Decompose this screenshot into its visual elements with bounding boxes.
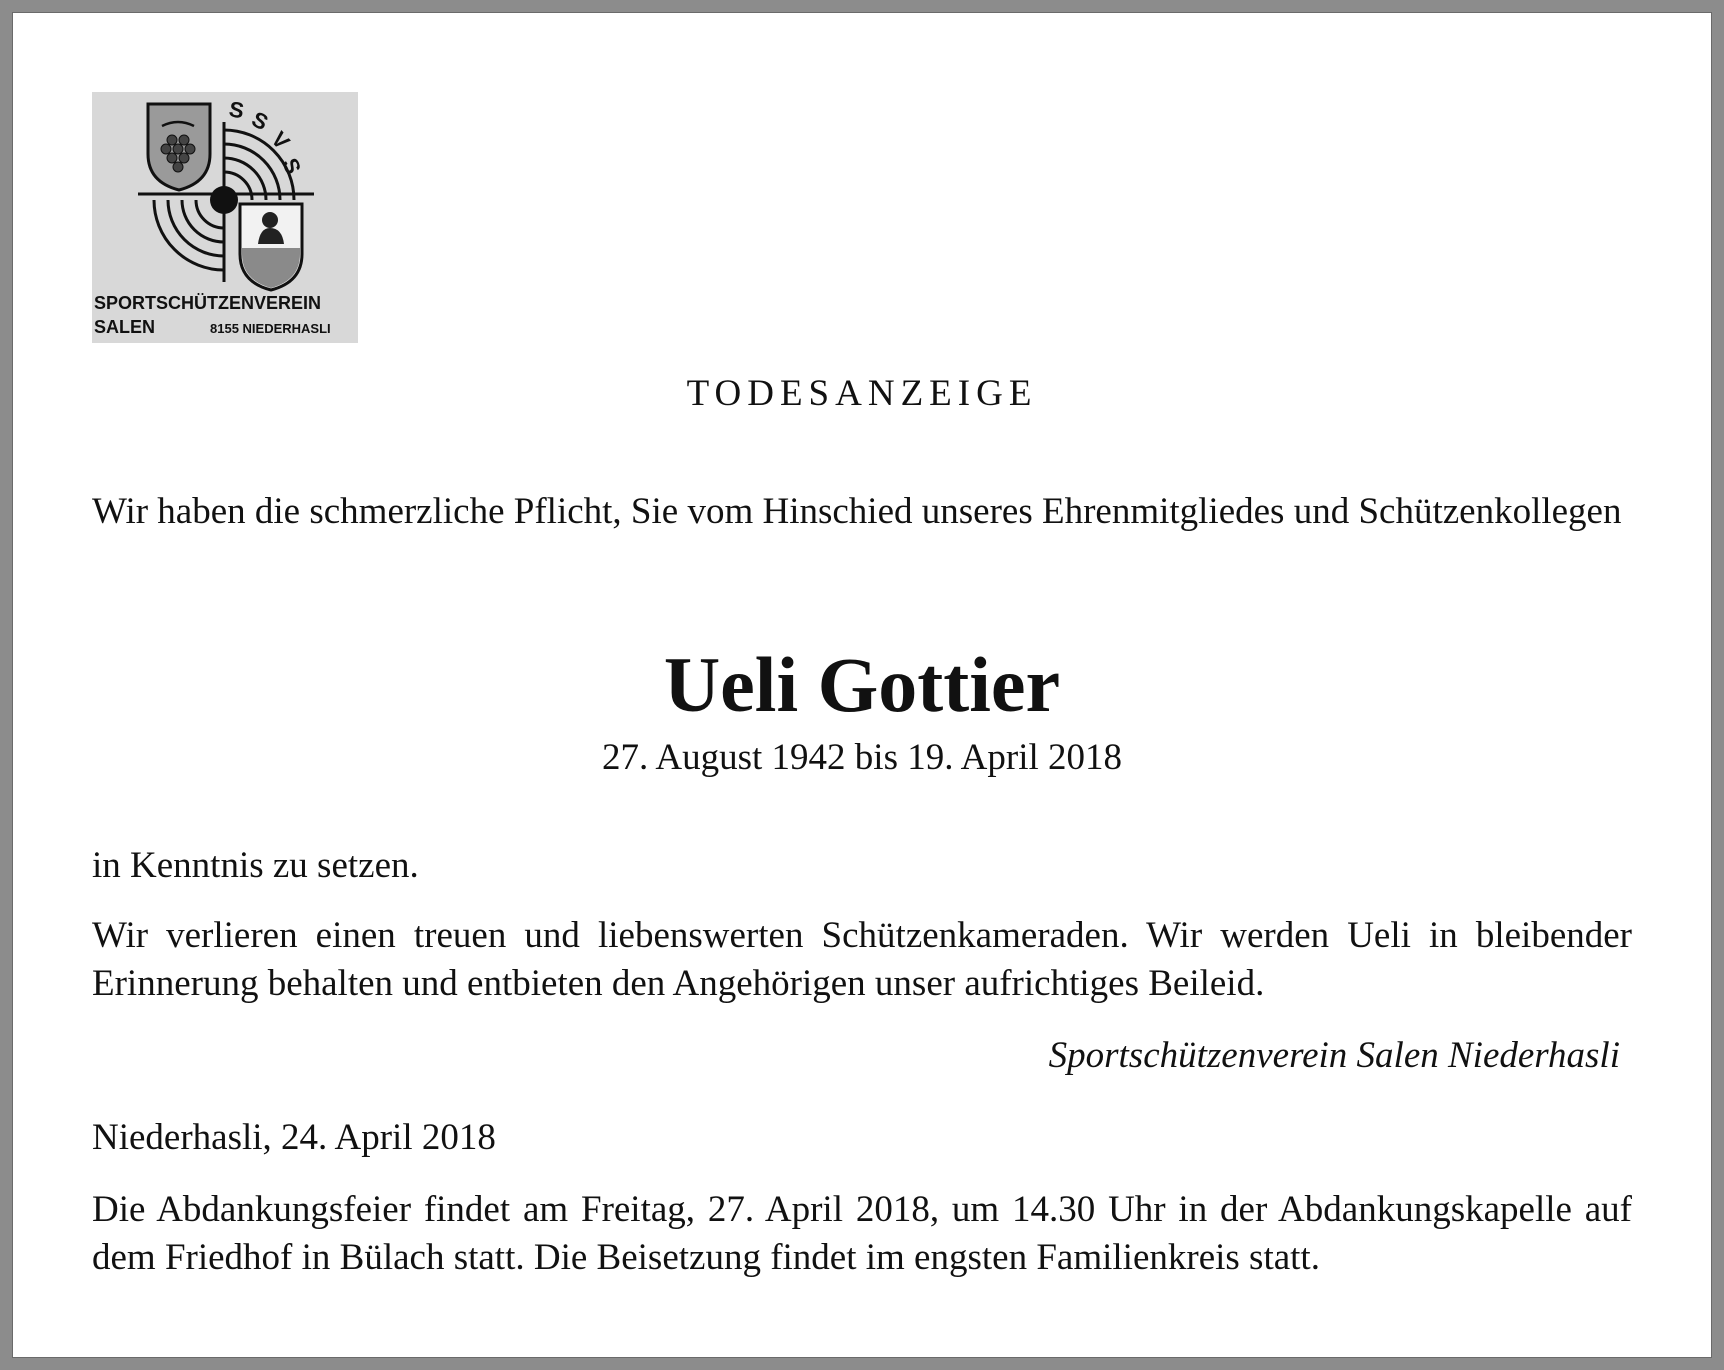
place-date: Niederhasli, 24. April 2018 (92, 1117, 496, 1158)
logo-initial-2: S (247, 106, 273, 136)
ceremony-paragraph: Die Abdankungsfeier findet am Freitag, 27. April 2018, um 14.30 Uhr in der Abdankungskapelle auf dem Friedhof in Bülach statt. Die Beisetzung findet im engsten Familienkreis statt. (92, 1189, 1632, 1278)
notice-heading: TODESANZEIGE (686, 373, 1038, 414)
logo-initial-1: S (227, 96, 246, 124)
life-dates: 27. August 1942 bis 19. April 2018 (601, 737, 1123, 778)
logo-postcode-town: 8155 NIEDERHASLI (210, 321, 331, 336)
tribute-paragraph: Wir verlieren einen treuen und liebenswerten Schützenkameraden. Wir werden Ueli in bleibender Erinnerung behalten und entbieten den Angehörigen unser aufrichtiges Beileid. (92, 915, 1632, 1004)
deceased-name: Ueli Gottier (663, 641, 1061, 728)
logo-club-line1: SPORTSCHÜTZENVEREIN (94, 293, 322, 313)
logo-initial-4: S (277, 154, 307, 178)
logo-initial-3: V (266, 126, 295, 155)
club-signature: Sportschützenverein Salen Niederhasli (1048, 1035, 1620, 1076)
logo-club-line2: SALEN (94, 317, 156, 337)
club-logo (92, 92, 358, 343)
intro-end: in Kenntnis zu setzen. (92, 845, 419, 886)
intro-paragraph: Wir haben die schmerzliche Pflicht, Sie vom Hinschied unseres Ehrenmitgliedes und Schützenkollegen (92, 491, 1622, 532)
